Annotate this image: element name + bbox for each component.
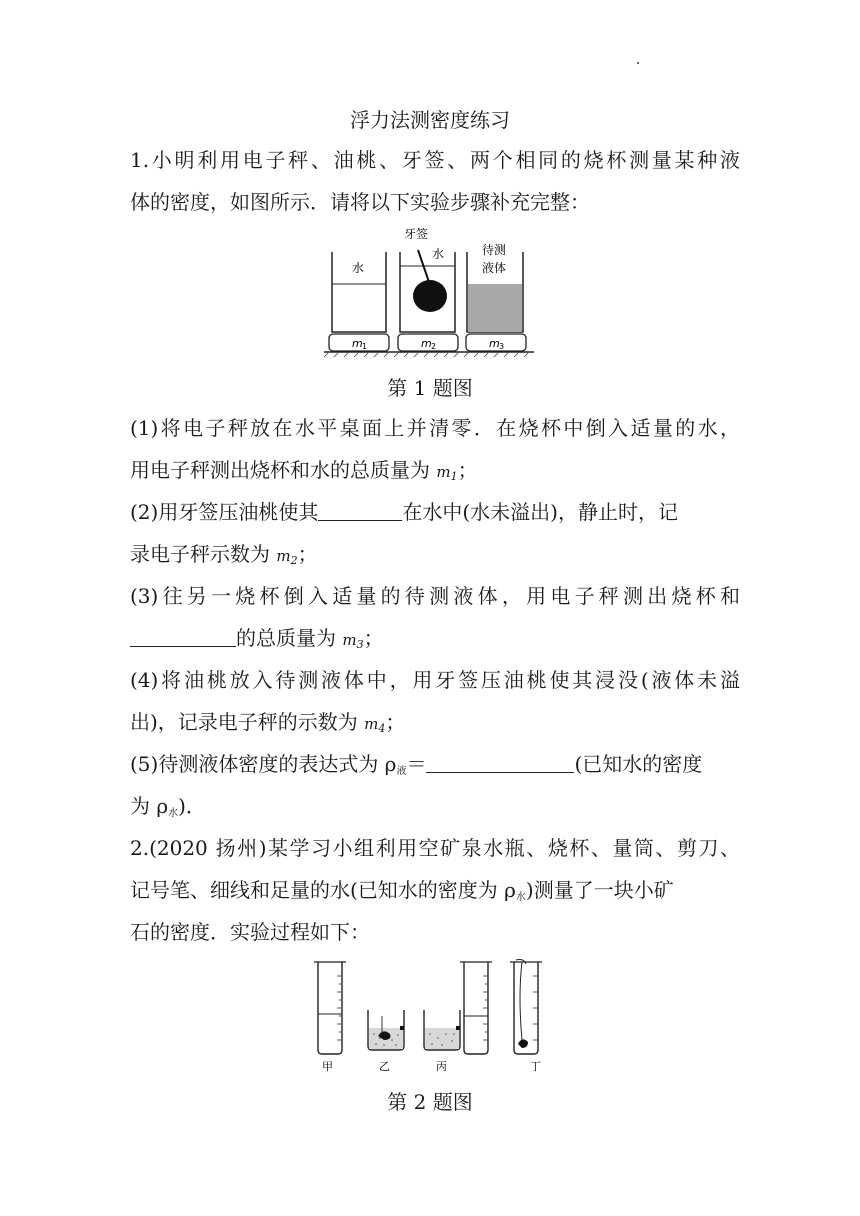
step2-text-b: 在水中(水未溢出)，静止时，记 xyxy=(402,500,678,524)
q2-line3: 石的密度．实验过程如下： xyxy=(130,920,370,944)
step1-var: m xyxy=(436,463,451,481)
scale1-label: m xyxy=(352,337,363,350)
step5-text-b: (已知水的密度 xyxy=(574,752,703,776)
step2-blank[interactable] xyxy=(318,502,402,521)
q1-line2: 体的密度，如图所示．请将以下实验步骤补充完整： xyxy=(130,190,590,214)
water-label-2: 水 xyxy=(432,247,445,261)
step2-sub: 2 xyxy=(290,554,298,567)
scale2-sub: 2 xyxy=(431,342,437,351)
fig2-label-d: 丁 xyxy=(530,1060,541,1073)
step3-blank[interactable] xyxy=(130,628,236,647)
scale3-label: m xyxy=(489,337,500,350)
step5-text-a: (5)待测液体密度的表达式为 ρ xyxy=(130,752,397,776)
q1-line1: 1.小明利用电子秤、油桃、牙签、两个相同的烧杯测量某种液 xyxy=(130,148,740,172)
step1-end: ； xyxy=(457,458,478,482)
q1-caption: 第 1 题图 xyxy=(387,376,473,400)
liquid-label-2: 液体 xyxy=(482,261,507,275)
scale2-label: m xyxy=(421,337,432,350)
fig2-label-b: 乙 xyxy=(379,1060,390,1073)
water-label-1: 水 xyxy=(352,261,365,275)
q2-line2-a: 记号笔、细线和足量的水(已知水的密度为 ρ xyxy=(130,878,516,902)
q1-step4-line1: (4)将油桃放入待测液体中，用牙签压油桃使其浸没(液体未溢 xyxy=(130,668,740,692)
fig2-label-c: 丙 xyxy=(436,1060,447,1073)
q2-line1: 2.(2020 扬州)某学习小组利用空矿泉水瓶、烧杯、量筒、剪刀、 xyxy=(130,836,740,860)
step3-var: m xyxy=(342,631,357,649)
step5-eq: ＝ xyxy=(406,752,427,776)
step4-var: m xyxy=(364,715,379,733)
fig2-label-a: 甲 xyxy=(322,1060,333,1073)
step5-sub: 液 xyxy=(396,766,407,777)
step4-end: ； xyxy=(385,710,406,734)
step5-c-sub: 水 xyxy=(168,808,179,819)
step5-blank[interactable] xyxy=(426,754,574,773)
q1-step5-line1 xyxy=(130,750,740,786)
step4-text-b: 出)，记录电子秤的示数为 xyxy=(130,710,365,734)
q1-step2-line2 xyxy=(130,540,740,575)
scale1-sub: 1 xyxy=(362,342,368,351)
q1-step2-line1 xyxy=(130,498,740,526)
q1-step1-line2 xyxy=(130,456,740,491)
q1-figure xyxy=(320,222,540,358)
q2-line2-b: )测量了一块小矿 xyxy=(525,878,674,902)
q1-step1-line1: (1)将电子秤放在水平桌面上并清零．在烧杯中倒入适量的水， xyxy=(130,416,740,440)
step2-end: ； xyxy=(297,542,318,566)
step1-text: 用电子秤测出烧杯和水的总质量为 xyxy=(130,458,437,482)
step2-var: m xyxy=(276,547,291,565)
q2-line2-sub: 水 xyxy=(515,892,526,903)
step1-sub: 1 xyxy=(450,470,458,483)
q2-figure xyxy=(308,956,558,1074)
q1-step4-line2 xyxy=(130,708,740,743)
q1-step5-line2 xyxy=(130,792,740,828)
step3-sub: 3 xyxy=(356,638,364,651)
q1-step3-line1: (3)往另一烧杯倒入适量的待测液体，用电子秤测出烧杯和 xyxy=(130,584,740,608)
q1-step3-line2 xyxy=(130,624,740,659)
step4-sub: 4 xyxy=(378,722,386,735)
step3-end: ； xyxy=(363,626,384,650)
step5-text-c: 为 ρ xyxy=(130,794,169,818)
liquid-label-1: 待测 xyxy=(482,243,507,257)
q2-line2 xyxy=(130,876,740,912)
dot-mark xyxy=(637,62,639,64)
toothpick-label: 牙签 xyxy=(404,227,429,241)
step2-text-c: 录电子秤示数为 xyxy=(130,542,277,566)
scale3-sub: 3 xyxy=(499,342,505,351)
step3-text-b: 的总质量为 xyxy=(236,626,343,650)
q2-caption: 第 2 题图 xyxy=(387,1090,473,1114)
page-title: 浮力法测密度练习 xyxy=(350,108,510,132)
step2-text-a: (2)用牙签压油桃使其 xyxy=(130,500,319,524)
step5-end: )． xyxy=(178,794,206,818)
